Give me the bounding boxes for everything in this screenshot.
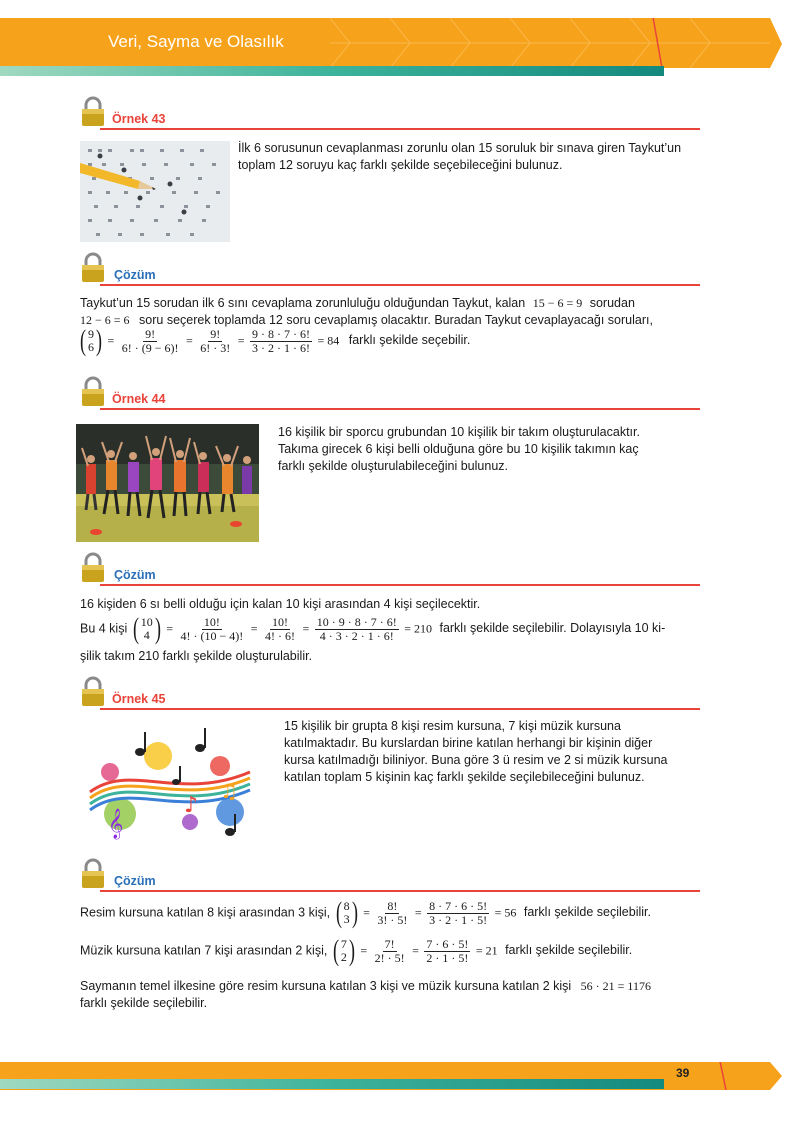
example-44-line-3: farklı şekilde oluşturulabileceğini bulunuz. xyxy=(278,459,508,473)
example-45-label: Örnek 45 xyxy=(112,692,166,706)
divider xyxy=(100,584,700,586)
fraction: $\frac{9 \cdot 8 \cdot 7 \cdot 6!}{3 \cdot 2 \cdot 1 \cdot 6!}$ xyxy=(252,326,310,355)
svg-text:𝄞: 𝄞 xyxy=(108,809,124,839)
fraction: $\frac{8!}{3! \cdot 5!}$ xyxy=(377,898,408,927)
lock-icon xyxy=(80,96,106,128)
solution-44-line-1: 16 kişiden 6 sı belli olduğu için kalan 10 kişi arasından 4 kişi seçilecektir. xyxy=(80,597,481,611)
solution-43-header xyxy=(78,252,700,292)
solution-45-label: Çözüm xyxy=(114,874,156,888)
fraction: $\frac{8 \cdot 7 \cdot 6 \cdot 5!}{3 \cdot 2 \cdot 1 \cdot 5!}$ xyxy=(429,898,488,927)
example-45-header xyxy=(78,676,700,716)
svg-text:♪: ♪ xyxy=(184,793,199,818)
fraction: $\frac{7!}{2! \cdot 5!}$ xyxy=(374,936,405,965)
example-44-header xyxy=(78,376,700,416)
solution-45-muzik: Müzik kursuna katılan 7 kişi arasından 2 kişi, ( 7 2 ) = $\frac{7!}{2! \cdot 5!}$ = $\frac{7 \cdot 6 \cdot 5!}{2 \cdot 1 \cdot 5!}$ = 21 farklı şekilde seçilebilir. xyxy=(80,934,633,967)
solution-45-resim: Resim kursuna katılan 8 kişi arasından 3 kişi, ( 8 3 ) = $\frac{8!}{3! \cdot 5!}$ = $\frac{8 \cdot 7 \cdot 6 \cdot 5!}{3 \cdot 2 \cdot 1 \cdot 5!}$ = 56 farklı şekilde seçilebilir. xyxy=(80,896,651,929)
binomial: ( 10 4 ) xyxy=(132,612,161,645)
example-45-line-1: 15 kişilik bir grupta 8 kişi resim kursuna, 7 kişi müzik kursuna xyxy=(284,719,621,733)
solution-45-summary-2: farklı şekilde seçilebilir. xyxy=(80,996,208,1010)
solution-43-line-2: 12 − 6 = 6 soru seçerek toplamda 12 soru cevaplamış olacaktır. Buradan Taykut cevaplayacağı soruları, xyxy=(80,313,653,327)
example-44-line-2: Takıma girecek 6 kişi belli olduğuna göre bu 10 kişilik takımın kaç xyxy=(278,442,639,456)
solution-44-formula: Bu 4 kişi ( 10 4 ) = $\frac{10!}{4! \cdot (10 - 4)!}$ = $\frac{10!}{4! \cdot 6!}$ = $\frac{10 \cdot 9 \cdot 8 \cdot 7 \cdot 6!}{4 \cdot 3 \cdot 2 \cdot 1 \cdot 6!}$ = 210 farklı şekilde seçilebilir. Dolayısıyla 10 ki- xyxy=(80,612,666,645)
fraction: $\frac{10 \cdot 9 \cdot 8 \cdot 7 \cdot 6!}{4 \cdot 3 \cdot 2 \cdot 1 \cdot 6!}$ xyxy=(316,614,397,643)
divider xyxy=(100,890,700,892)
lock-icon xyxy=(80,552,106,584)
example-43-text xyxy=(238,140,708,174)
lock-icon xyxy=(80,252,106,284)
lock-icon xyxy=(80,376,106,408)
solution-44-header xyxy=(78,552,700,592)
solution-44-label: Çözüm xyxy=(114,568,156,582)
page-number: 39 xyxy=(676,1066,690,1080)
divider xyxy=(100,128,700,130)
music-notes-illustration xyxy=(80,722,260,844)
solution-45-summary-1: Saymanın temel ilkesine göre resim kursuna katılan 3 kişi ve müzik kursuna katılan 2 kişi 56 · 21 = 1176 xyxy=(80,979,651,993)
lock-icon xyxy=(80,676,106,708)
solution-45-header xyxy=(78,858,700,898)
example-45-line-3: kursa katılmadığı biliniyor. Buna göre 3 ü resim ve 2 si müzik kursuna xyxy=(284,753,668,767)
divider xyxy=(100,408,700,410)
sports-team-photo xyxy=(76,424,259,542)
solution-44-line-3: şilik takım 210 farklı şekilde oluşturulabilir. xyxy=(80,649,313,663)
svg-text:♫: ♫ xyxy=(220,779,238,803)
fraction: $\frac{7 \cdot 6 \cdot 5!}{2 \cdot 1 \cdot 5!}$ xyxy=(426,936,469,965)
binomial: ( 8 3 ) xyxy=(335,896,358,929)
example-43-label: Örnek 43 xyxy=(112,112,166,126)
fraction: $\frac{9!}{6! \cdot (9 - 6)!}$ xyxy=(121,326,179,355)
fraction: $\frac{9!}{6! \cdot 3!}$ xyxy=(200,326,231,355)
solution-43-line-1: Taykut’un 15 sorudan ilk 6 sını cevaplama zorunluluğu olduğundan Taykut, kalan 15 − 6 = 9 sorudan xyxy=(80,296,635,310)
example-44-line-1: 16 kişilik bir sporcu grubundan 10 kişilik bir takım oluşturulacaktır. xyxy=(278,425,640,439)
exam-sheet-photo xyxy=(80,141,230,242)
binomial: ( 7 2 ) xyxy=(332,934,355,967)
fraction: $\frac{10!}{4! \cdot 6!}$ xyxy=(264,614,295,643)
solution-43-label: Çözüm xyxy=(114,268,156,282)
footer-strip xyxy=(0,1079,664,1089)
lock-icon xyxy=(80,858,106,890)
example-44-label: Örnek 44 xyxy=(112,392,166,406)
example-43-line-1: İlk 6 sorusunun cevaplanması zorunlu olan 15 soruluk bir sınava giren Taykut’un xyxy=(238,141,682,155)
example-43-line-2: toplam 12 soruyu kaç farklı şekilde seçebileceğini bulunuz. xyxy=(238,158,563,172)
chapter-title: Veri, Sayma ve Olasılık xyxy=(108,32,284,51)
example-43-header xyxy=(78,96,700,136)
example-44-text xyxy=(278,424,698,475)
divider xyxy=(100,708,700,710)
example-45-text xyxy=(284,718,704,786)
example-45-line-2: katılmaktadır. Bu kurslardan birine katılan herhangi bir kişinin diğer xyxy=(284,736,653,750)
header-strip xyxy=(0,66,664,76)
binomial: ( 9 6 ) xyxy=(80,324,102,357)
divider xyxy=(100,284,700,286)
fraction: $\frac{10!}{4! \cdot (10 - 4)!}$ xyxy=(180,614,244,643)
example-45-line-4: katılan toplam 5 kişinin kaç farklı şekilde seçilebileceğini bulunuz. xyxy=(284,770,645,784)
solution-43-formula: ( 9 6 ) = $\frac{9!}{6! \cdot (9 - 6)!}$ = $\frac{9!}{6! \cdot 3!}$ = $\frac{9 \cdot 8 \cdot 7 \cdot 6!}{3 \cdot 2 \cdot 1 \cdot 6!}$ = 84 farklı şekilde seçebilir. xyxy=(80,324,471,357)
